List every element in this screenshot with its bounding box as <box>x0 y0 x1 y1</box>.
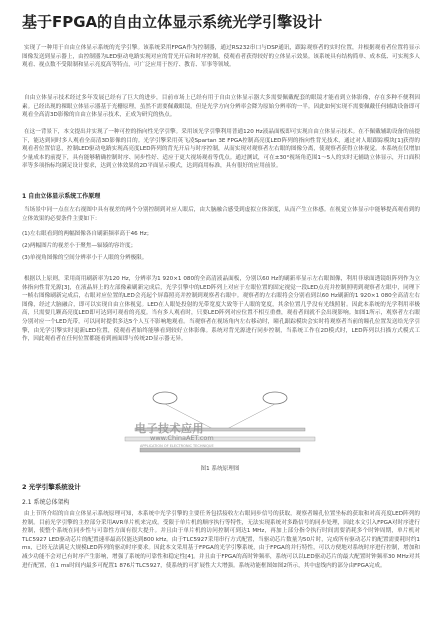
watermark-url: www.ChinaAET.com <box>150 434 214 442</box>
section-heading-1: 1 自由立体显示系统工作原理 <box>22 193 101 200</box>
eye-shape <box>153 392 177 404</box>
abstract-paragraph: 实现了一种用于自由立体显示系统的光学引擎。该系统采用FPGA作为控制器，通过RS232串口与DSP通讯，跟踪观察者的实时位置，并根据观看者位置将显示图像发送到显示器上，由控制器为LED驱动电路实现对应的背光开启和时序控制，使观看者获得较好的立体显示效果。该系统具有结构简单、成本低、可实现多人观看、视点数不受限制和显示亮度高等特点，可广泛应用于医疗、教育、军事等领域。 <box>22 45 420 69</box>
architecture-paragraph: 由上节所介绍的自由立体显示系统原理可知，本系统中光学引擎的主要任务包括接收左右眼同步信号的获取，观察者瞳孔位置坐标的获取和对高亮度LED阵列的控制。目前光学引擎的主控部分采用AVR单片机来完成。受限于单片机的顺序执行等特性，无法实现系统对多路信号的同步处理，因此本文引入FPGA对时序进行控制，使整个系统在同步性与可靠性方面有很大提升。并且由于单片机的访问控制可到达1 MHz，再加上部分指令执行时间需要消耗多个时钟周期，单片机对TLC5927 LED驱动芯片的配置速率最高仅能达到800 kHz。由于TLC5927采用串行方式配置，当驱动芯片数量为50片时，完成所有驱动芯片的配置需要耗时约1 ms，已经无法满足大规模LED阵列的驱动时序要求。因此本文采用基于FPGA的光学引擎系统，由于FPGA的并行特性，可以方便地对系统时序进行控制，增加和减少功能不会对已有时序产生影响，增强了系统的可靠性和稳定性[4]。并且由于FPGA的高时钟频率，系统可以以LED驱动芯片的最大配置时钟频率30 MHz对其进行配置，在1 ms时间内最多可配置1 876片TLC5927，使系统的可扩展性大大增强。系统功能框图如图2所示，其中虚线内的部分由FPGA完成。 <box>22 511 420 569</box>
eye-shape <box>263 392 287 404</box>
led-array <box>140 448 300 452</box>
principle-paragraph: 根据以上原则，采用商用刷新率为120 Hz，分辨率为1 920×1 080的全高清液晶面板，分别以60 Hz的刷新率显示左右眼图像，利用非球面透镜组阵列作为立体指向性背光源[3]，在液晶屏上的左部像素刷新完成后，光学引擎中的LED阵列上对应于左眼位置的固定视觉一段LED点亮并控制照明到观察者左眼中，同理下一帧右图像刷新完成后，右眼对应位置的LED会亮起个屏幕照亮并控制到观察者右眼中。观察者的左右眼将会分别看到以60 Hz刷新的1 920×1 080全高清左右图像，经过大脑融合，即可以实现自由立体视觉。LED在人眼处投射的光带宽度大致等于人眼的宽度，其余位置几乎没有光线照射。因此本系统的光学利用率极高，只需要几颗高亮度LED即可达到可观看的亮度。当有多人观看时，只要LED阵列对应位置不相互重叠，观看者间就不会出现影响。如图1所示，观察者左右眼分别对应一个LED光带，可以同时提供多达5个人互不影响地观看。当观察者在视场角内左右移动时，瞳孔跟踪模块会实时将观察者当前的瞳孔位置发送给光学引擎，由光学引擎实时更新LED位置，使观看者始终能够看到较好立体影像。系统对背光源进行同步控制，当系统工作在2D模式时，LED阵列以扫描方式模式工作，因此观看者在任何位置都能看到画面即与传统2D显示器无异。 <box>22 276 420 343</box>
subsection-heading-2-1: 2.1 系统总体架构 <box>22 499 70 506</box>
figure-1-diagram <box>95 390 345 460</box>
page-title: 基于FPGA的自由立体显示系统光学引擎设计 <box>22 13 323 31</box>
requirements-list <box>22 230 420 266</box>
list-item: (3)单视角图像的空间分辨率小于人眼的分辨极限。 <box>22 255 148 261</box>
section1-paragraph: 当场景中同一点在左右视图中具有视差的两个分别控制到对应人眼后，由大脑融合感受到虚拟立体深度，从而产生立体感。在视觉立体显示中能够提高观看到的立体效果的必要条件主要如下： <box>22 207 420 222</box>
section-heading-2: 2 光学引擎系统设计 <box>22 483 81 491</box>
list-item: (1)左右眼看到的两幅图像各自刷新频率高于46 Hz； <box>22 231 153 237</box>
intro-paragraph-1: 自由立体显示技术经过多年发展已经有了巨大的进步，目前市场上已经有用于自由立体显示器大多需要佩戴配套的眼镜才能看到立体影像，存在多种不便利因素。已经出现的裸眼立体显示器基于光栅原理，虽然不需要佩戴眼镜，但是光学方向分辨率会降为原始分辨率的一半。因此如何实现不需要佩戴任何辅助设备即可观看全高清3D影像的自由立体显示技术，正成为研究的热点。 <box>22 95 420 119</box>
intro-paragraph-2: 在这一背景下，本文提出并实现了一种可控的指向性光学引擎。采用该光学引擎利用普通120 Hz液晶面板即可实现自由立体显示技术。在不佩戴辅助设备的前提下，能达到同时多人观看全高清3D影像的目的。光学引擎采用英飞凌Spartan 3E FPGA控制高亮度LED阵列的指向性背光技术，通过对人眼跟踪模块[1]获得的观看者位置信息，控制LED驱动电路实现高亮度LED阵列的背光开启与时序控制，从而实现对观察者左右眼的图像分离，使观察者获得立体视觉。本系统在仅增加少量成本的前提下，具有能够精确控制时序、同步性好、适应于更大视场观看等优点。通过测试，可在±30°视场角范围1～5人的实时无辅助立体显示，开口面积率等多项指标均满足设计要求，达到立体效果的2D平面显示模式，达到商用标准，具有很好的应用前景。 <box>22 129 420 170</box>
watermark-logo: 电子技术应用 <box>135 422 204 435</box>
list-item: (2)两幅图片的视差小于聚焦—辐辏的容许度； <box>22 243 137 249</box>
figure-caption: 图1 系统原理图 <box>200 466 240 472</box>
light-beam <box>225 404 275 430</box>
watermark-subtitle: APPLICATION OF ELECTRONIC TECHNIQUE <box>140 444 214 448</box>
